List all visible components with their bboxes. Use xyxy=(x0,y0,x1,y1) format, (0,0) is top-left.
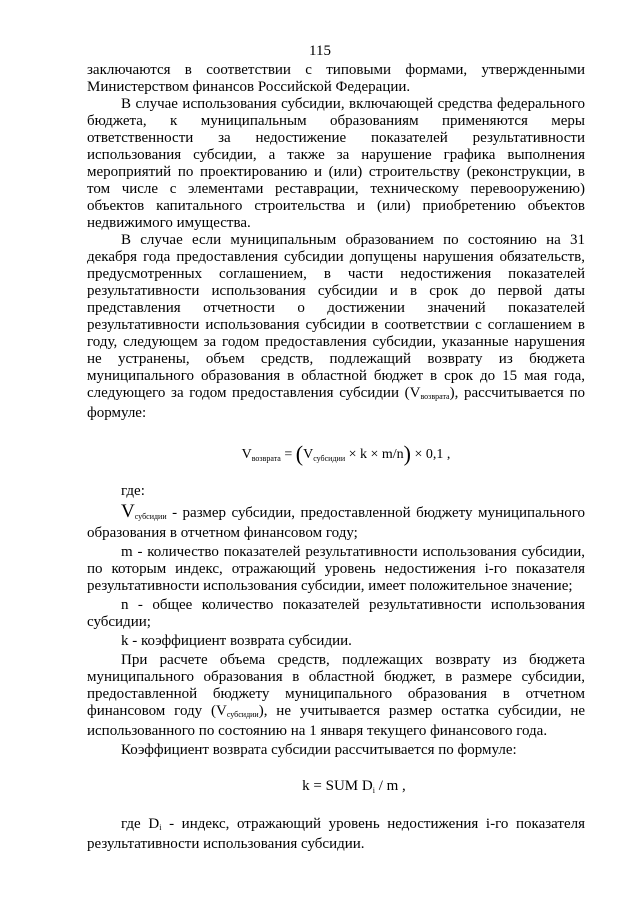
paragraph-continuation: заключаются в соответствии с типовыми формами, утвержденными Министерством финансов Российской Федерации. xyxy=(87,62,585,95)
formula2-lhs: k = SUM D xyxy=(302,778,373,794)
paragraph-calculation-subscript: субсидии xyxy=(226,710,259,719)
paragraph-violations-tail: ), рассчитывается по формуле: xyxy=(87,385,585,421)
definition-k: k - коэффициент возврата субсидии. xyxy=(121,633,352,649)
page-number: 115 xyxy=(309,43,331,59)
paragraph-violations xyxy=(87,232,585,422)
def-d-subscript: i xyxy=(159,823,162,832)
formula2-subscript: i xyxy=(372,786,375,795)
formula-v: V xyxy=(303,447,314,462)
formula-rest: × k × m/n xyxy=(348,447,404,462)
paragraph-violations-text: В случае если муниципальным образованием по состоянию на 31 декабря года предоставления субсидии допущены нарушения обязательств, предусмотренных соглашением, в части недостижения показателей результативности использования субсидии и в срок до первой даты представления отчетности о достижении значений показателей результативности использования субсидии в соответствии с соглашением в году, следующем за годом предоставления субсидии, указанные нарушения не устранены, объем средств, подлежащий возврату из бюджета муниципального образования в областной бюджет в срок до 15 мая года, следующего за годом предоставления субсидии ( xyxy=(87,232,585,401)
formula-return-amount xyxy=(87,441,585,469)
def-v-subscript: субсидии xyxy=(134,512,167,521)
v-return-symbol: V xyxy=(409,385,421,401)
definition-d xyxy=(87,816,585,853)
formula-coefficient xyxy=(87,777,585,800)
where-label: где: xyxy=(121,483,145,499)
def-d-text: - индекс, отражающий уровень недостижения i-го показателя результативности использования субсидии. xyxy=(87,816,586,852)
definition-v-subsidy xyxy=(87,503,585,542)
definition-n: n - общее количество показателей результативности использования субсидии; xyxy=(87,597,585,630)
def-d-symbol: D xyxy=(148,816,160,832)
paragraph-calculation-a: При расчете объема средств, подлежащих возврату из бюджета муниципального образования в областной бюджет, в размере субсидии, предоставленной бюджету муниципального образования в отчетном финансовом году (V xyxy=(87,652,585,719)
formula-close-paren: ) xyxy=(403,441,411,466)
v-return-subscript: возврата xyxy=(420,392,450,401)
formula-equals: = xyxy=(284,447,293,462)
formula-v-subscript: субсидии xyxy=(313,454,346,463)
def-d-where: где xyxy=(121,816,141,832)
paragraph-coefficient: Коэффициент возврата субсидии рассчитывается по формуле: xyxy=(121,742,517,758)
paragraph-calculation-b: ), не учитывается размер остатка субсидии, не использованного по состоянию на 1 января текущего финансового года. xyxy=(87,703,585,739)
definition-m: m - количество показателей результативности использования субсидии, по которым индекс, отражающий уровень недостижения i-го показателя результативности использования субсидии, имеет положительное значение; xyxy=(87,544,585,594)
formula2-rest: / m , xyxy=(378,778,406,794)
paragraph-federal-budget: В случае использования субсидии, включающей средства федерального бюджета, к муниципальным образованиям применяются меры ответственности за недостижение показателей результативности использования субсидии, а также за нарушение графика выполнения мероприятий по проектированию и (или) строительству (реконструкции, в том числе с элементами реставрации, техническому перевооружению) объектов капитального строительства и (или) приобретению объектов недвижимого имущества. xyxy=(87,96,585,231)
paragraph-calculation xyxy=(87,652,585,740)
formula-lhs: V xyxy=(241,447,252,462)
formula-lhs-subscript: возврата xyxy=(251,454,281,463)
document-body xyxy=(87,62,585,853)
def-v-symbol: V xyxy=(121,501,135,522)
formula-open-paren: ( xyxy=(295,441,304,466)
def-v-text: - размер субсидии, предоставленной бюджету муниципального образования в отчетном финансовом году; xyxy=(87,505,585,541)
formula-tail: × 0,1 , xyxy=(414,447,451,462)
